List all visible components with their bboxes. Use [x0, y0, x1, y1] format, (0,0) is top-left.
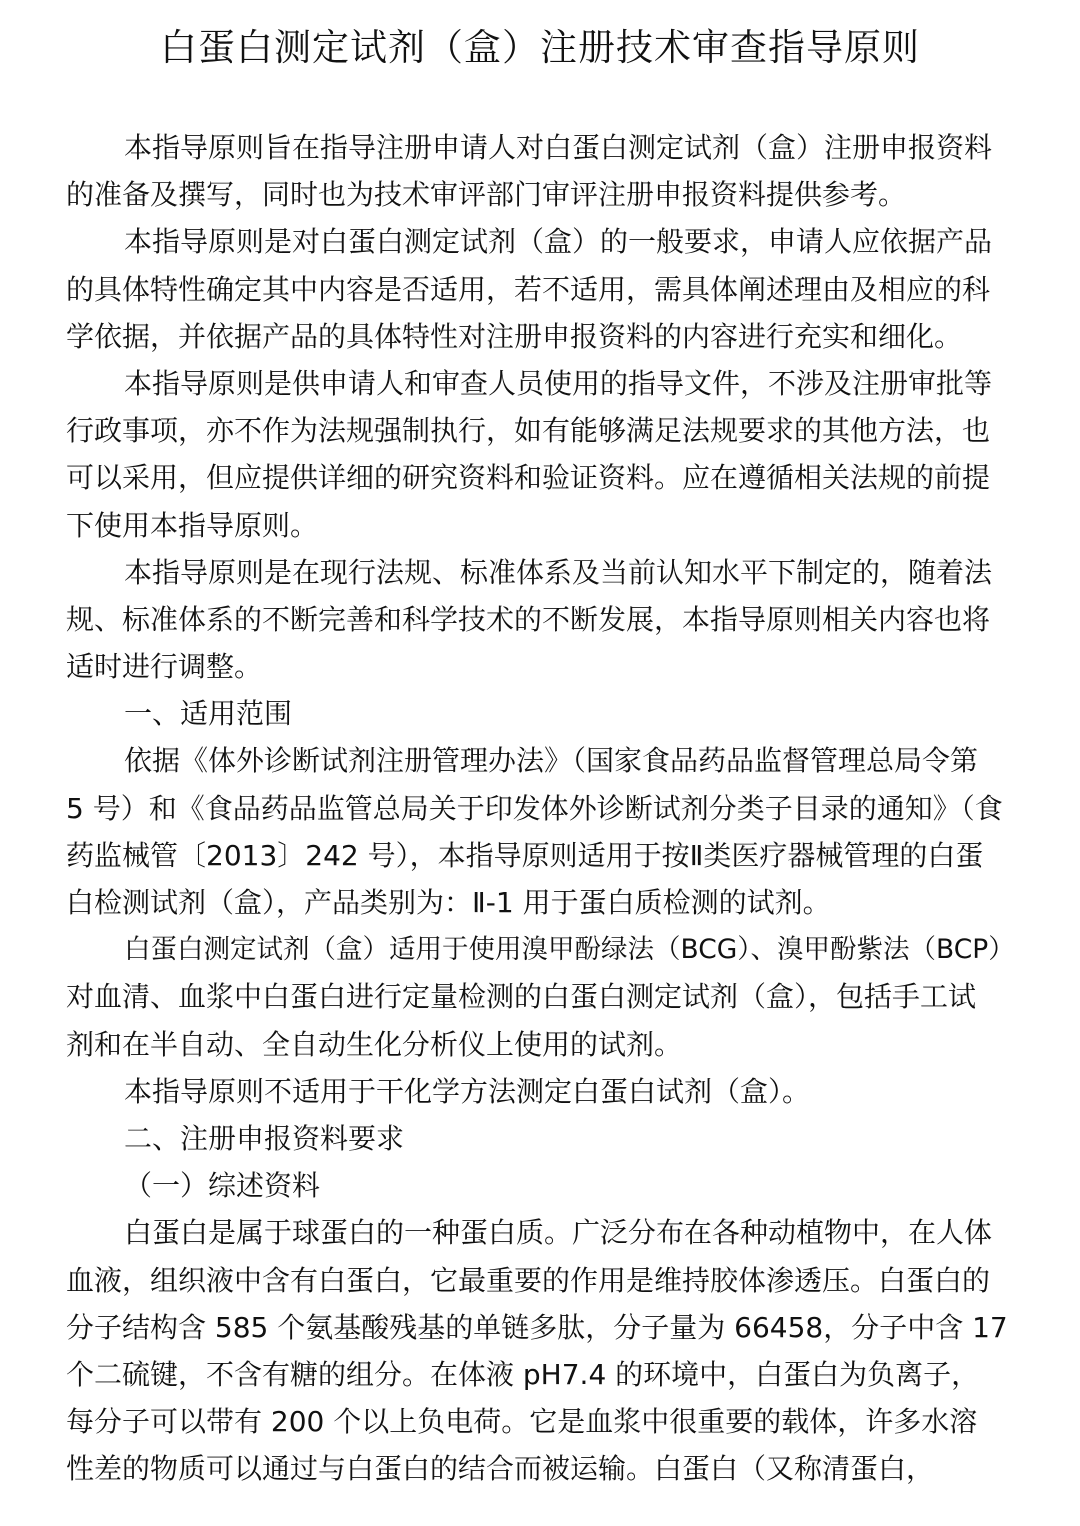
text-line: 剂和在半自动、全自动生化分析仪上使用的试剂。: [66, 1027, 683, 1061]
text-line: 每分子可以带有 200 个以上负电荷。它是血浆中很重要的载体，许多水溶: [66, 1405, 978, 1439]
text-line: 5 号）和《食品药品监管总局关于印发体外诊断试剂分类子目录的通知》（食: [66, 791, 1003, 825]
text-line: 血液，组织液中含有白蛋白，它最重要的作用是维持胶体渗透压。白蛋白的: [66, 1263, 991, 1297]
text-line: 本指导原则旨在指导注册申请人对白蛋白测定试剂（盒）注册申报资料: [124, 131, 993, 164]
text-line: 分子结构含 585 个氨基酸残基的单链多肽，分子量为 66458，分子中含 17: [66, 1310, 1008, 1344]
text-line: （一）综述资料: [124, 1169, 321, 1203]
text-line: 药监械管〔2013〕242 号），本指导原则适用于按Ⅱ类医疗器械管理的白蛋: [66, 838, 984, 872]
text-line: 行政事项，亦不作为法规强制执行，如有能够满足法规要求的其他方法，也: [66, 414, 991, 448]
text-line: 二、注册申报资料要求: [124, 1121, 405, 1155]
text-line: 一、适用范围: [124, 697, 293, 731]
text-line: 本指导原则是供申请人和审查人员使用的指导文件，不涉及注册审批等: [124, 366, 993, 400]
document-title: 白蛋白测定试剂（盒）注册技术审查指导原则: [160, 26, 920, 69]
text-line: 本指导原则不适用于干化学方法测定白蛋白试剂（盒）。: [124, 1074, 811, 1108]
document-body: [66, 124, 1022, 1492]
text-line: 规、标准体系的不断完善和科学技术的不断发展，本指导原则相关内容也将: [66, 602, 991, 636]
text-line: 依据《体外诊断试剂注册管理办法》（国家食品药品监督管理总局令第: [124, 744, 979, 778]
text-line: 可以采用，但应提供详细的研究资料和验证资料。应在遵循相关法规的前提: [66, 461, 991, 495]
text-line: 白蛋白是属于球蛋白的一种蛋白质。广泛分布在各种动植物中，在人体: [124, 1216, 993, 1250]
text-line: 的具体特性确定其中内容是否适用，若不适用，需具体阐述理由及相应的科: [66, 272, 991, 306]
text-line: 对血清、血浆中白蛋白进行定量检测的白蛋白测定试剂（盒），包括手工试: [66, 980, 977, 1014]
text-line: 学依据，并依据产品的具体特性对注册申报资料的内容进行充实和细化。: [66, 319, 963, 353]
text-line: 本指导原则是对白蛋白测定试剂（盒）的一般要求，申请人应依据产品: [124, 225, 993, 259]
text-line: 白检测试剂（盒），产品类别为：Ⅱ-1 用于蛋白质检测的试剂。: [66, 886, 831, 919]
text-line: 的准备及撰写，同时也为技术审评部门审评注册申报资料提供参考。: [66, 178, 907, 212]
text-line: 本指导原则是在现行法规、标准体系及当前认知水平下制定的，随着法: [124, 555, 993, 589]
text-line: 性差的物质可以通过与白蛋白的结合而被运输。白蛋白（又称清蛋白，: [66, 1452, 935, 1486]
text-line: 下使用本指导原则。: [66, 508, 319, 542]
text-line: 适时进行调整。: [66, 650, 263, 684]
text-line: 个二硫键，不含有糖的组分。在体液 pH7.4 的环境中，白蛋白为负离子，: [66, 1357, 980, 1391]
text-line: 白蛋白测定试剂（盒）适用于使用溴甲酚绿法（BCG）、溴甲酚紫法（BCP）: [124, 934, 1015, 966]
